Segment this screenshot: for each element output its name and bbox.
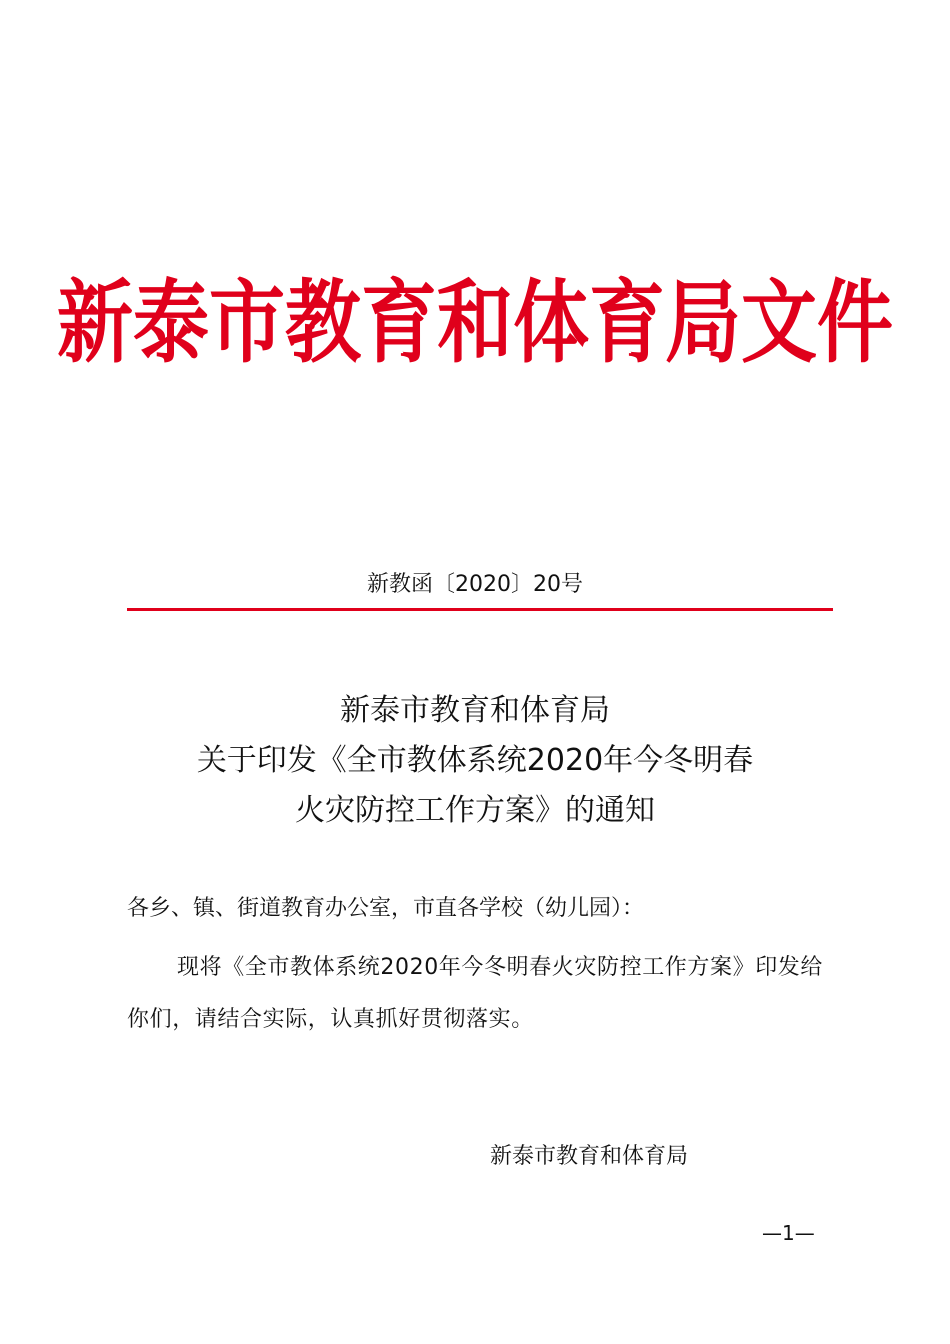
title-line-2: 关于印发《全市教体系统2020年今冬明春: [196, 743, 754, 778]
title-line-3: 火灾防控工作方案》的通知: [295, 793, 655, 828]
title-line-1: 新泰市教育和体育局: [340, 693, 610, 728]
red-divider-line: [127, 608, 833, 611]
issuer-signature: 新泰市教育和体育局: [490, 1144, 689, 1169]
document-number: 新教函〔2020〕20号: [367, 572, 583, 597]
page-number: —1—: [762, 1221, 815, 1245]
salutation: 各乡、镇、街道教育办公室，市直各学校（幼儿园）：: [127, 896, 645, 921]
masthead-title: 新泰市教育和体育局文件: [57, 269, 893, 375]
body-paragraph: 现将《全市教体系统2020年今冬明春火灾防控工作方案》印发给你们，请结合实际，认真抓好贯彻落实。: [127, 955, 823, 1032]
notice-title: [0, 686, 950, 836]
